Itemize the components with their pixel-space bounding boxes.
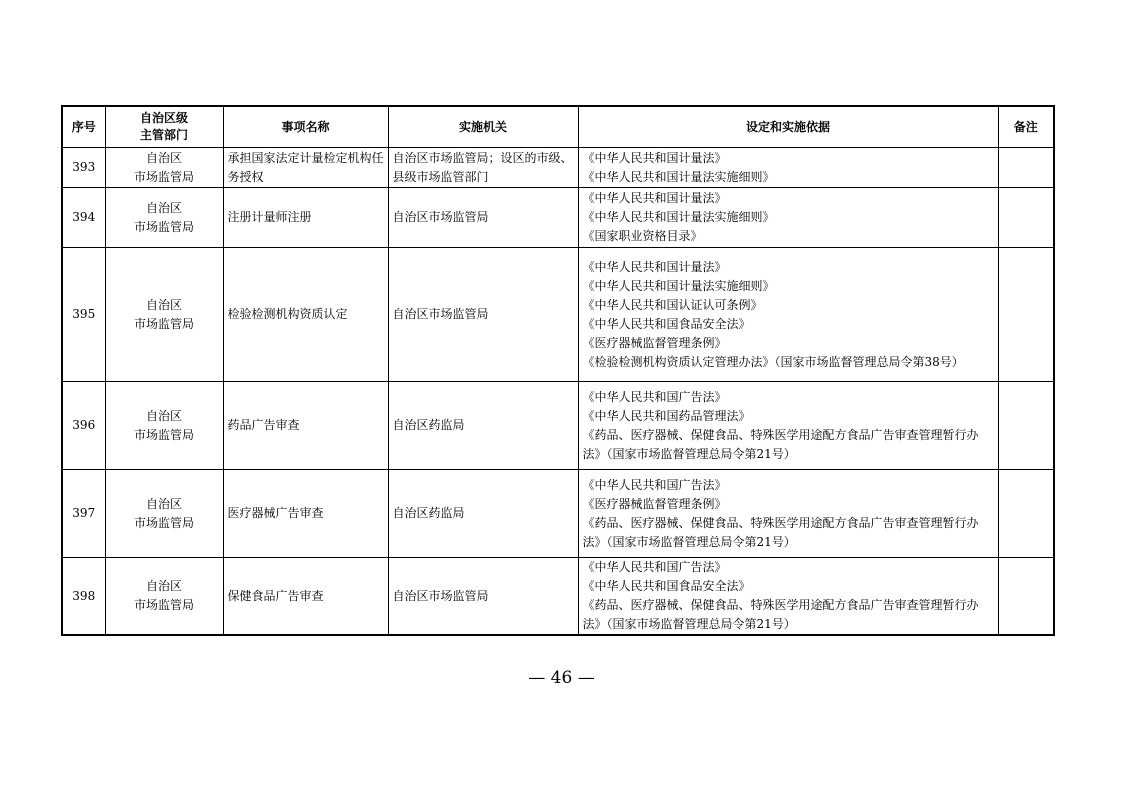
basis-line: 《中华人民共和国计量法》 xyxy=(582,259,727,274)
cell-basis xyxy=(578,248,998,382)
cell-org: 自治区药监局 xyxy=(388,382,578,470)
table-row xyxy=(62,470,1054,558)
basis-line: 《中华人民共和国认证认可条例》 xyxy=(582,297,763,312)
cell-item-name: 保健食品广告审查 xyxy=(223,558,388,636)
table-row xyxy=(62,558,1054,636)
basis-line: 《药品、医疗器械、保健食品、特殊医学用途配方食品广告审查管理暂行办法》（国家市场监督管理总局令第21号） xyxy=(582,427,979,461)
basis-line: 《中华人民共和国广告法》 xyxy=(582,477,727,492)
cell-note xyxy=(998,188,1054,248)
cell-org: 自治区市场监管局 xyxy=(388,188,578,248)
dept-line: 市场监管局 xyxy=(133,316,194,331)
cell-dept xyxy=(105,148,223,188)
dept-line: 自治区 xyxy=(145,579,182,593)
cell-basis xyxy=(578,382,998,470)
cell-note xyxy=(998,382,1054,470)
header-note: 备注 xyxy=(998,106,1054,148)
dept-line: 自治区 xyxy=(145,408,182,423)
cell-num: 393 xyxy=(62,148,105,188)
cell-item-name: 承担国家法定计量检定机构任务授权 xyxy=(223,148,388,188)
basis-line: 《中华人民共和国计量法实施细则》 xyxy=(582,169,775,184)
basis-line: 《中华人民共和国食品安全法》 xyxy=(582,316,751,331)
cell-dept xyxy=(105,382,223,470)
cell-dept xyxy=(105,248,223,382)
cell-item-name: 注册计量师注册 xyxy=(223,188,388,248)
header-dept-line1: 自治区级 xyxy=(139,111,188,125)
page-number: — 46 — xyxy=(528,668,595,688)
dept-line: 自治区 xyxy=(145,200,182,215)
cell-item-name: 检验检测机构资质认定 xyxy=(223,248,388,382)
header-basis: 设定和实施依据 xyxy=(578,106,998,148)
cell-item-name: 医疗器械广告审查 xyxy=(223,470,388,558)
cell-org: 自治区市场监管局 xyxy=(388,558,578,636)
basis-line: 《药品、医疗器械、保健食品、特殊医学用途配方食品广告审查管理暂行办法》（国家市场监督管理总局令第21号） xyxy=(582,515,979,549)
cell-num: 396 xyxy=(62,382,105,470)
cell-basis xyxy=(578,188,998,248)
dept-line: 市场监管局 xyxy=(133,598,194,612)
basis-line: 《国家职业资格目录》 xyxy=(582,229,703,243)
dept-line: 自治区 xyxy=(145,496,182,511)
basis-line: 《药品、医疗器械、保健食品、特殊医学用途配方食品广告审查管理暂行办法》（国家市场监督管理总局令第21号） xyxy=(582,598,979,631)
header-org: 实施机关 xyxy=(388,106,578,148)
dept-line: 市场监管局 xyxy=(133,427,194,442)
basis-line: 《中华人民共和国食品安全法》 xyxy=(582,579,751,593)
cell-dept xyxy=(105,558,223,636)
header-num: 序号 xyxy=(62,106,105,148)
basis-line: 《中华人民共和国计量法》 xyxy=(582,191,727,205)
dept-line: 市场监管局 xyxy=(133,169,194,184)
basis-line: 《中华人民共和国计量法实施细则》 xyxy=(582,210,775,224)
cell-basis xyxy=(578,558,998,636)
cell-note xyxy=(998,148,1054,188)
header-name: 事项名称 xyxy=(223,106,388,148)
dept-line: 市场监管局 xyxy=(133,219,194,234)
dept-line: 自治区 xyxy=(145,297,182,312)
header-dept xyxy=(105,106,223,148)
cell-basis xyxy=(578,148,998,188)
table-row xyxy=(62,248,1054,382)
cell-note xyxy=(998,248,1054,382)
cell-item-name: 药品广告审查 xyxy=(223,382,388,470)
basis-line: 《中华人民共和国计量法》 xyxy=(582,150,727,165)
basis-line: 《中华人民共和国药品管理法》 xyxy=(582,408,751,423)
cell-org: 自治区药监局 xyxy=(388,470,578,558)
basis-line: 《中华人民共和国广告法》 xyxy=(582,389,727,404)
cell-note xyxy=(998,558,1054,636)
basis-line: 《中华人民共和国计量法实施细则》 xyxy=(582,278,775,293)
table-header-row xyxy=(62,106,1054,148)
cell-num: 398 xyxy=(62,558,105,636)
admin-items-table xyxy=(61,105,1055,636)
basis-line: 《医疗器械监督管理条例》 xyxy=(582,335,727,350)
basis-line: 《中华人民共和国广告法》 xyxy=(582,560,727,574)
cell-dept xyxy=(105,470,223,558)
cell-num: 394 xyxy=(62,188,105,248)
dept-line: 市场监管局 xyxy=(133,515,194,530)
cell-note xyxy=(998,470,1054,558)
cell-num: 395 xyxy=(62,248,105,382)
basis-line: 《检验检测机构资质认定管理办法》（国家市场监督管理总局令第38号） xyxy=(582,354,964,369)
cell-dept xyxy=(105,188,223,248)
cell-org: 自治区市场监管局 xyxy=(388,248,578,382)
table-row xyxy=(62,382,1054,470)
header-dept-line2: 主管部门 xyxy=(139,128,188,142)
dept-line: 自治区 xyxy=(145,150,182,165)
cell-basis xyxy=(578,470,998,558)
table-row xyxy=(62,148,1054,188)
cell-org: 自治区市场监管局；设区的市级、县级市场监管部门 xyxy=(388,148,578,188)
basis-line: 《医疗器械监督管理条例》 xyxy=(582,496,727,511)
cell-num: 397 xyxy=(62,470,105,558)
table-body xyxy=(62,148,1054,636)
table-row xyxy=(62,188,1054,248)
